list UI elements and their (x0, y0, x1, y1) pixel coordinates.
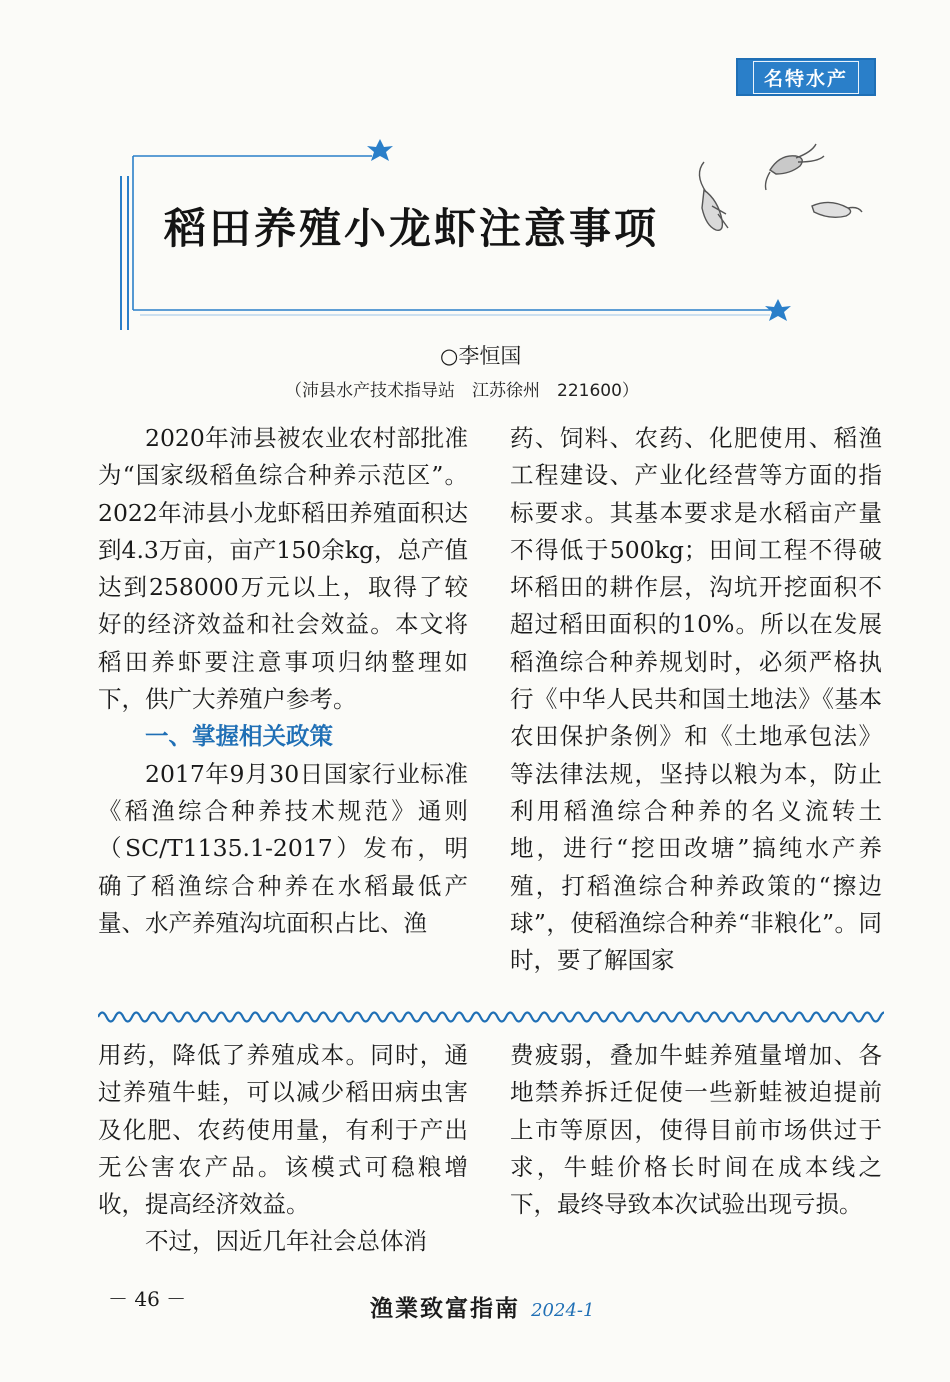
upper-left-column (98, 420, 468, 942)
lower-right-column (510, 1037, 882, 1223)
loss-paragraph: 不过，因近几年社会总体消 (145, 1227, 427, 1256)
section-heading: 一、掌握相关政策 (145, 722, 333, 751)
section-tag-label: 名特水产 (753, 61, 859, 94)
author-affiliation: （沛县水产技术指导站 江苏徐州 221600） (285, 381, 639, 401)
page-number: － 46 － (108, 1287, 187, 1311)
policy-paragraph-continued: 药、饲料、农药、化肥使用、稻渔工程建设、产业化经营等方面的指标要求。其基本要求是水稻亩产量不得低于500kg；田间工程不得破坏稻田的耕作层，沟坑开挖面积不超过稻田面积的10%。所以在发展稻渔综合种养规划时，必须严格执行《中华人民共和国土地法》《基本农田保护条例》和《土地承包法》等法律法规，坚持以粮为本，防止利用稻渔综合种养的名义流转土地，进行“挖田改塘”搞纯水产养殖，打稻渔综合种养政策的“擦边球”，使稻渔综合种养“非粮化”。同时，要了解国家 (510, 424, 882, 975)
magazine-name: 渔業致富指南 (370, 1295, 520, 1322)
policy-paragraph: 2017年9月30日国家行业标准《稻渔综合种养技术规范》通则（SC/T1135.1-2017）发布，明确了稻渔综合种养在水稻最低产量、水产养殖沟坑面积占比、渔 (98, 759, 468, 937)
intro-paragraph: 2020年沛县被农业农村部批准为“国家级稻鱼综合种养示范区”。2022年沛县小龙虾稻田养殖面积达到4.3万亩，亩产150余kg，总产值达到258000万元以上，取得了较好的经济效益和社会效益。本文将稻田养虾要注意事项归纳整理如下，供广大养殖户参考。 (98, 424, 469, 714)
issue-number: 2024-1 (531, 1300, 595, 1321)
author-name: ○李恒国 (440, 344, 522, 368)
article-title: 稻田养殖小龙虾注意事项 (164, 204, 660, 253)
frog-paragraph: 用药，降低了养殖成本。同时，通过养殖牛蛙，可以减少稻田病虫害及化肥、农药使用量，有利于产出无公害农产品。该模式可稳粮增收，提高经济效益。 (98, 1041, 468, 1219)
upper-right-column (510, 420, 882, 979)
shrimp-illustration (699, 144, 862, 230)
lower-left-column (98, 1037, 468, 1261)
magazine-footer (370, 1290, 594, 1323)
star-ornament-top (367, 139, 393, 161)
wavy-divider (98, 1004, 884, 1030)
loss-paragraph-continued: 费疲弱，叠加牛蛙养殖量增加、各地禁养拆迁促使一些新蛙被迫提前上市等原因，使得目前市场供过于求，牛蛙价格长时间在成本线之下，最终导致本次试验出现亏损。 (510, 1041, 882, 1219)
title-frame (0, 0, 950, 340)
